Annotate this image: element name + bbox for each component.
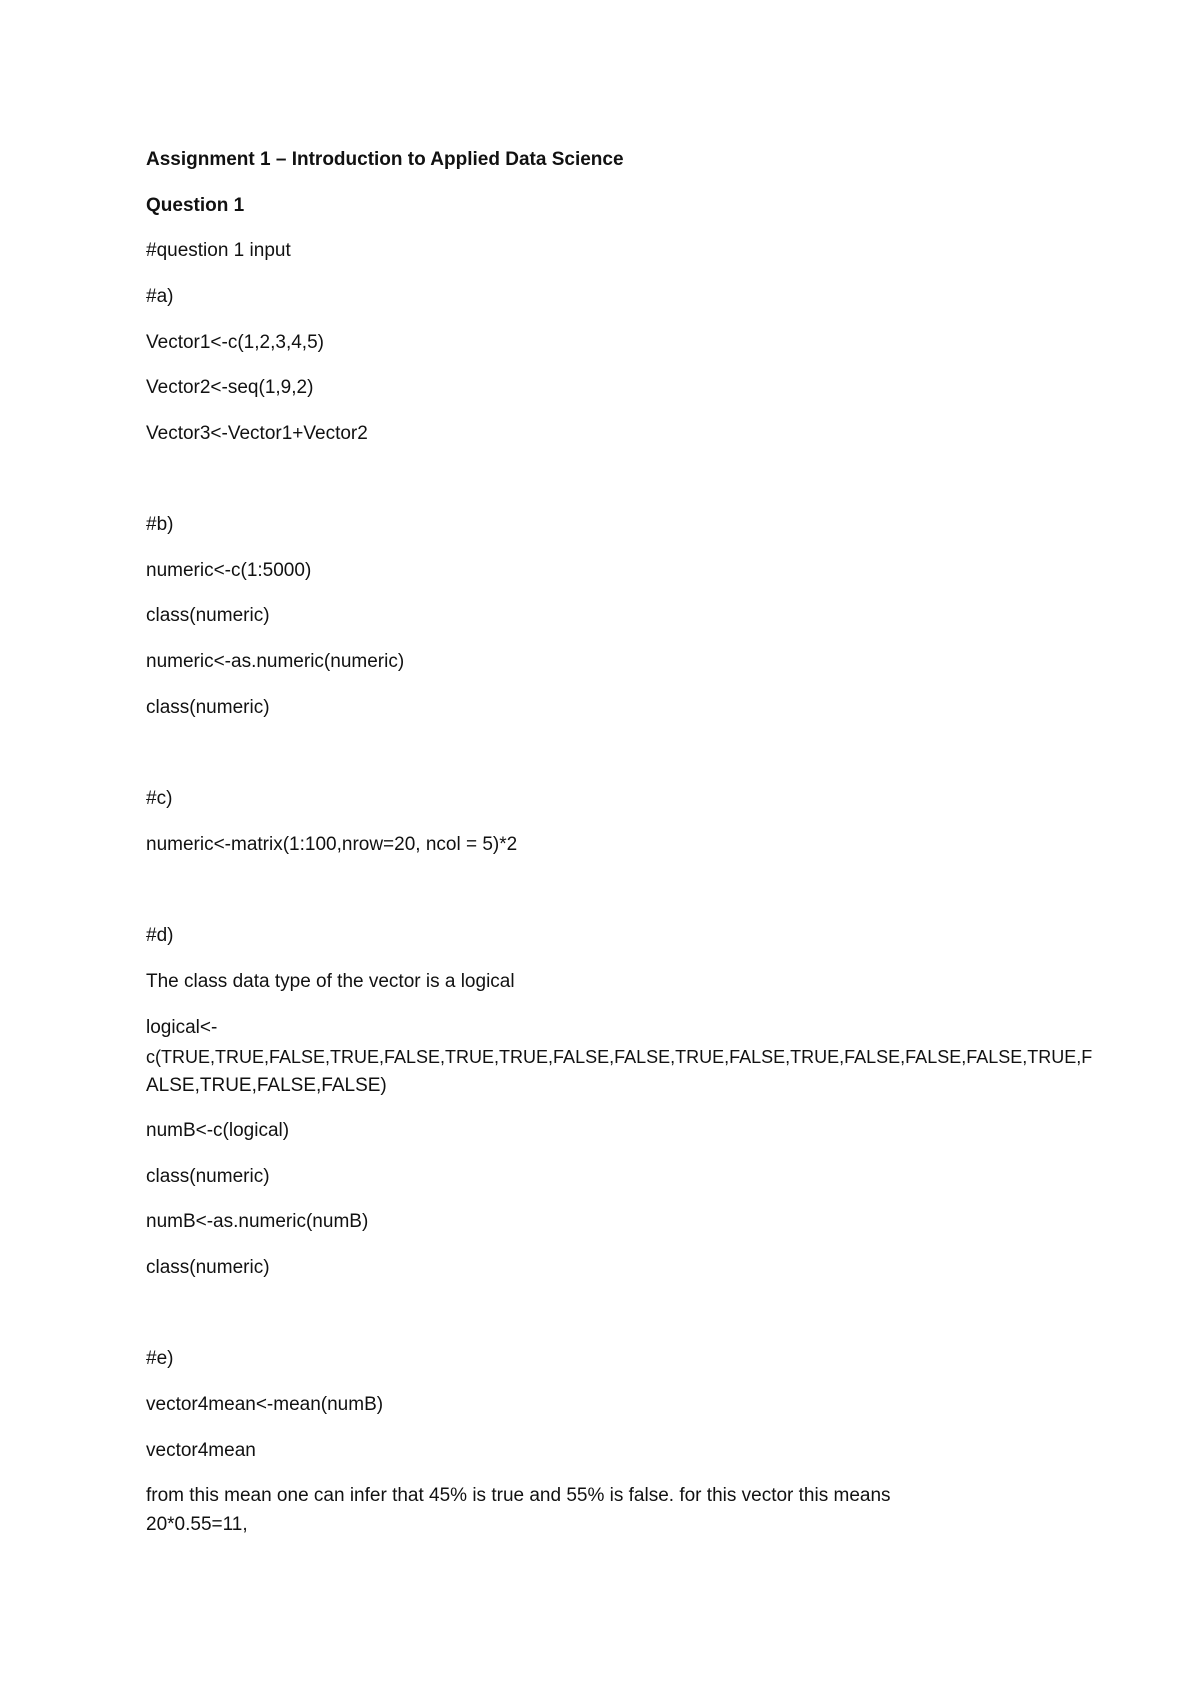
code-line: ALSE,TRUE,FALSE,FALSE) [146, 1075, 387, 1096]
code-line: numB<-c(logical) [146, 1120, 290, 1141]
code-line: numeric<-matrix(1:100,nrow=20, ncol = 5)*2 [146, 834, 518, 855]
document-title: Assignment 1 – Introduction to Applied Data Science [146, 149, 624, 170]
text-line: #d) [146, 925, 174, 946]
code-line: numeric<-as.numeric(numeric) [146, 651, 405, 672]
text-line: from this mean one can infer that 45% is true and 55% is false. for this vector this means [146, 1485, 891, 1506]
text-line: #e) [146, 1348, 174, 1369]
code-line: class(numeric) [146, 1257, 270, 1278]
code-line: vector4mean [146, 1440, 256, 1461]
code-line: numeric<-c(1:5000) [146, 560, 312, 581]
text-line: The class data type of the vector is a logical [146, 971, 515, 992]
code-line: logical<- [146, 1017, 218, 1038]
code-line: Vector3<-Vector1+Vector2 [146, 423, 368, 444]
text-line: #question 1 input [146, 240, 291, 261]
code-line: Vector2<-seq(1,9,2) [146, 377, 314, 398]
code-line: c(TRUE,TRUE,FALSE,TRUE,FALSE,TRUE,TRUE,FALSE,FALSE,TRUE,FALSE,TRUE,FALSE,FALSE,FALSE,TRUE,F [146, 1047, 1093, 1067]
question-heading: Question 1 [146, 195, 245, 216]
text-line: #a) [146, 286, 174, 307]
code-line: class(numeric) [146, 697, 270, 718]
code-line: class(numeric) [146, 1166, 270, 1187]
text-line: #b) [146, 514, 174, 535]
code-line: numB<-as.numeric(numB) [146, 1211, 369, 1232]
code-line: vector4mean<-mean(numB) [146, 1394, 384, 1415]
text-line: #c) [146, 788, 173, 809]
code-line: Vector1<-c(1,2,3,4,5) [146, 332, 324, 353]
text-line: 20*0.55=11, [146, 1514, 248, 1535]
code-line: class(numeric) [146, 605, 270, 626]
